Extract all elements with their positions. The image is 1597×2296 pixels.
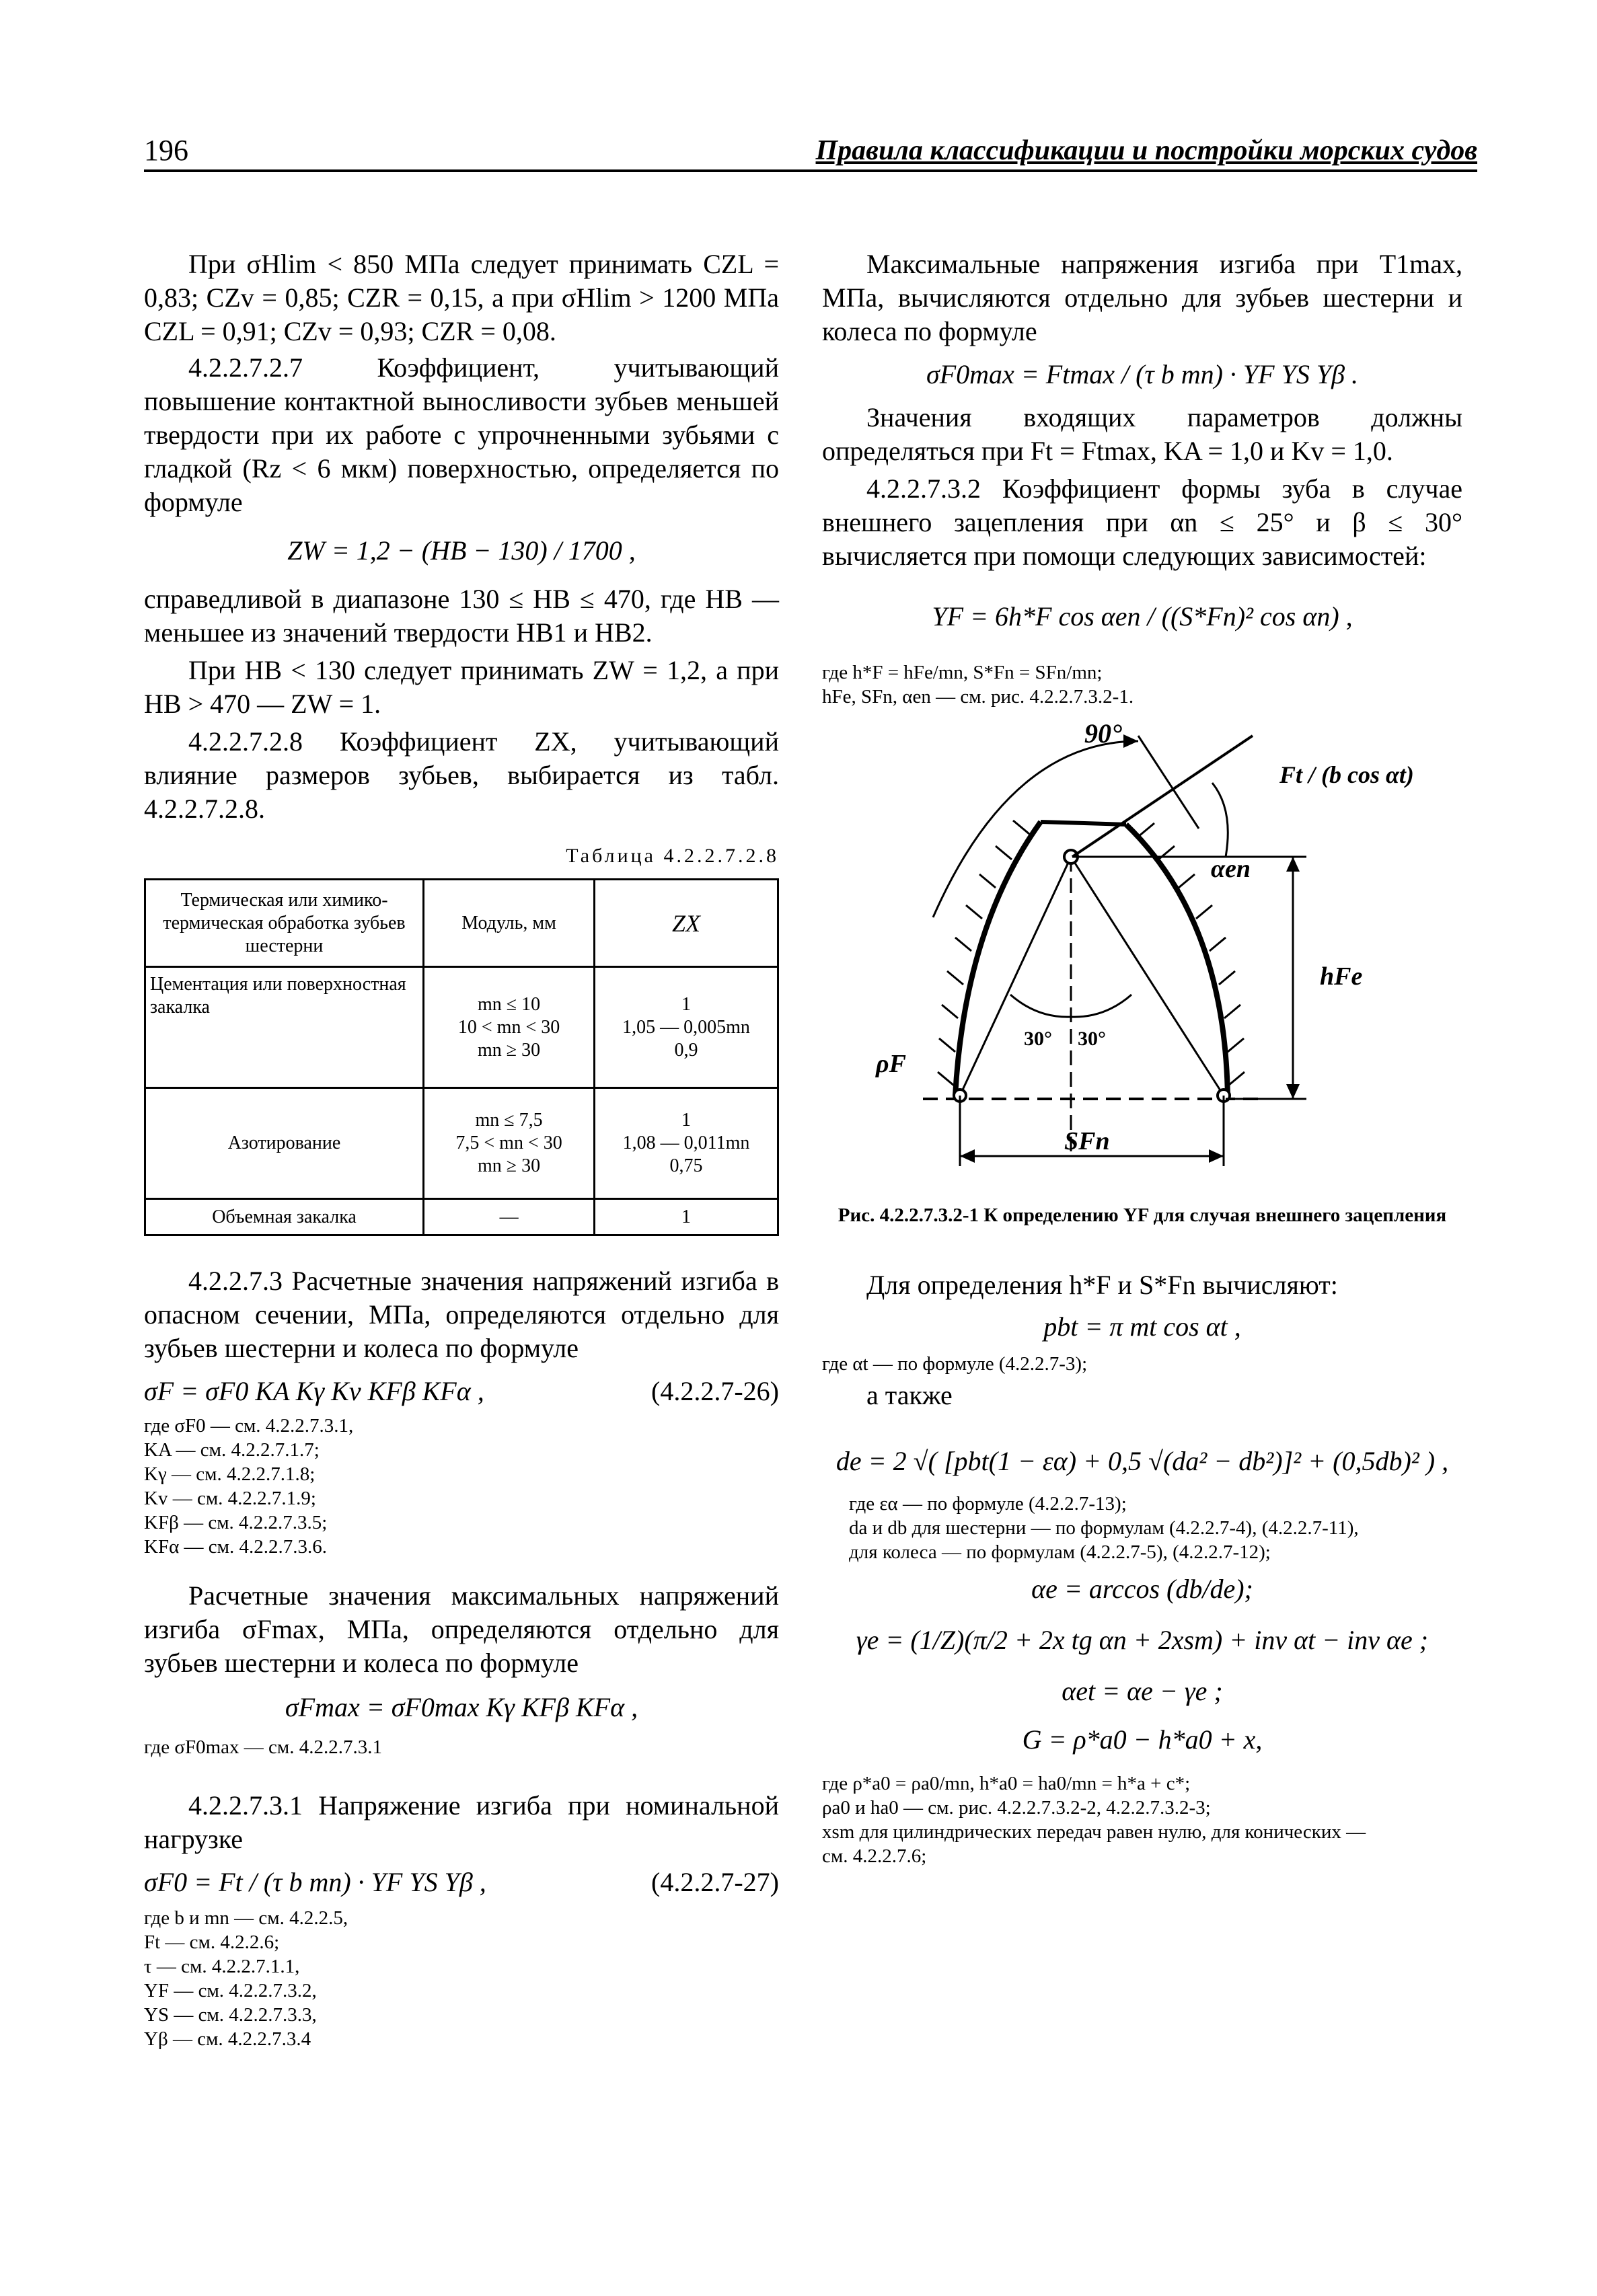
formula-de: de = 2 √( [pbt(1 − εα) + 0,5 √(da² − db²)]² + (0,5db)² ) , [835,1446,1449,1476]
page-number: 196 [144,134,188,167]
running-title: Правила классификации и постройки морских судов [815,135,1477,166]
table-header: Модуль, мм [424,880,595,967]
angle-arc-30-left [1010,995,1071,1017]
label-alpha-en: αen [1211,855,1251,883]
label-90: 90° [1084,722,1122,749]
angle-arc-30-right [1071,995,1131,1017]
coefficient-table [144,878,779,1236]
tooth-tip [1041,822,1126,825]
formula-row-26 [144,1375,779,1408]
label-30-left: 30° [1024,1028,1052,1050]
table-cell: mn ≤ 7,5 7,5 < mn < 30 mn ≥ 30 [424,1088,595,1199]
formula-g: G = ρ*a0 − h*a0 + x, [1022,1724,1263,1755]
arrow-head [1286,857,1300,872]
paragraph-max-stress: Расчетные значения максимальных напряжений изгиба σFmax, МПа, определяются отдельно для зубьев шестерни и колеса по формуле [144,1580,779,1678]
paragraph-max-stress-t1: Максимальные напряжения изгиба при T1max, МПа, вычисляются отдельно для зубьев шестерни и колеса по формуле [822,249,1462,346]
table-header: Термическая или химико-термическая обработка зубьев шестерни [145,880,424,967]
label-30-right: 30° [1078,1028,1106,1050]
tangent-line-left [960,857,1071,1096]
header-rule [144,169,1477,172]
table-cell: Цементация или поверхностная закалка [145,967,424,1088]
formula-zw: ZW = 1,2 − (HB − 130) / 1700 , [287,535,636,566]
table-row [145,1088,778,1199]
table-cell: mn ≤ 10 10 < mn < 30 mn ≥ 30 [424,967,595,1088]
label-rho: ρF [876,1050,906,1078]
paragraph-4-2-2-7-3: 4.2.2.7.3 Расчетные значения напряжений изгиба в опасном сечении, МПа, определяются отдельно для зубьев шестерни и колеса по формуле [144,1266,779,1363]
paragraph-4-2-2-7-3-1: 4.2.2.7.3.1 Напряжение изгиба при номинальной нагрузке [144,1790,779,1854]
force-line [1072,736,1253,857]
label-force: Ft / (b cos αt) [1279,761,1414,788]
where-list: где εα — по формуле (4.2.2.7-13); da и db для шестерни — по формулам (4.2.2.7-4), (4.2.2.7-11), для колеса — по формулам (4.2.2.7-5), (4.2.2.7-12); [849,1493,1359,1563]
right-column [822,247,1462,1868]
arrow-head [960,1149,975,1163]
formula-sigma-f: σF = σF0 KA Kγ Kv KFβ KFα , [144,1376,484,1406]
table-row [145,1199,778,1235]
table-cell: Объемная закалка [145,1199,424,1235]
where-list: где h*F = hFe/mn, S*Fn = SFn/mn; hFe, SFn, αen — см. рис. 4.2.2.7.3.2-1. [822,662,1134,707]
where-list: где σF0 — см. 4.2.2.7.3.1, KA — см. 4.2.2.7.1.7; Kγ — см. 4.2.2.7.1.8; Kv — см. 4.2.2.7.1.9; KFβ — см. 4.2.2.7.3.5; KFα — см. 4.2.2.7.3.6. [144,1415,354,1558]
table-header: ZX [595,880,778,967]
arrow-head [1123,734,1138,748]
formula-gamma-e: γe = (1/Z)(π/2 + 2x tg αn + 2xsm) + inv αt − inv αe ; [856,1625,1429,1655]
table-cell: 1 1,08 — 0,011mn 0,75 [595,1088,778,1199]
table-label: Таблица 4.2.2.7.2.8 [566,845,779,867]
paragraph-parameters: Значения входящих параметров должны определяться при Ft = Ftmax, KA = 1,0 и Kv = 1,0. [822,402,1462,466]
tangent-line-right [1071,857,1224,1096]
formula-alpha-et: αet = αe − γe ; [1062,1676,1223,1706]
label-hfe: hFe [1320,962,1363,991]
paragraph-4-2-2-7-3-2: 4.2.2.7.3.2 Коэффициент формы зуба в случае внешнего зацепления при αn ≤ 25° и β ≤ 30° вычисляется при помощи следующих зависимостей: [822,473,1462,571]
tooth-diagram [822,722,1462,1193]
table-cell: Азотирование [145,1088,424,1199]
left-column [144,247,779,2051]
equation-number: (4.2.2.7-27) [651,1867,779,1897]
arrow-head [1286,1084,1300,1099]
where-list: где b и mn — см. 4.2.2.5, Ft — см. 4.2.2.6; τ — см. 4.2.2.7.1.1, YF — см. 4.2.2.7.3.2, YS — см. 4.2.2.7.3.3, Yβ — см. 4.2.2.7.3.4 [144,1907,348,2050]
paragraph-hb: При HB < 130 следует принимать ZW = 1,2, а при HB > 470 — ZW = 1. [144,655,779,719]
table-cell: 1 [595,1199,778,1235]
paragraph-conditions: При σHlim < 850 МПа следует принимать CZL = 0,83; CZv = 0,85; CZR = 0,15, а при σHlim > 1200 МПа CZL = 0,91; CZv = 0,93; CZR = 0,08. [144,249,779,346]
formula-pbt: pbt = π mt cos αt , [1043,1311,1241,1342]
table-cell: 1 1,05 — 0,005mn 0,9 [595,967,778,1088]
table-cell: — [424,1199,595,1235]
formula-sigma-f0: σF0 = Ft / (τ b mn) · YF YS Yβ , [144,1867,486,1897]
label-sfn: SFn [1064,1127,1110,1155]
formula-yf: YF = 6h*F cos αen / ((S*Fn)² cos αn) , [932,601,1353,632]
paragraph-compute: Для определения h*F и S*Fn вычисляют: [866,1270,1338,1300]
paragraph-4-2-2-7-2-7: 4.2.2.7.2.7 Коэффициент, учитывающий повышение контактной выносливости зубьев меньшей твердости при их работе с упрочненными зубьями с гладкой (Rz < 6 мкм) поверхностью, определяется по формуле [144,352,779,517]
perpendicular-line [1138,736,1199,829]
paragraph-also: а также [866,1380,953,1410]
where-list: где σF0max — см. 4.2.2.7.3.1 [144,1736,382,1758]
formula-sigma-fmax: σFmax = σF0max Kγ KFβ KFα , [285,1692,638,1722]
angle-arc-alpha [1212,783,1228,857]
figure-caption: Рис. 4.2.2.7.3.2-1 К определению YF для случая внешнего зацепления [838,1204,1447,1226]
formula-sigma-f0max: σF0max = Ftmax / (τ b mn) · YF YS Yβ . [926,359,1359,389]
where-list: где αt — по формуле (4.2.2.7-3); [822,1353,1088,1375]
table-row [145,967,778,1088]
equation-number: (4.2.2.7-26) [651,1376,779,1406]
formula-alpha-e: αe = arccos (db/de); [1031,1574,1253,1604]
where-list: где ρ*a0 = ρa0/mn, h*a0 = ha0/mn = h*a + c*; ρa0 и ha0 — см. рис. 4.2.2.7.3.2-2, 4.2.2.7.3.2-3; xsm для цилиндрических передач равен нулю, для конических — см. 4.2.2.7.6; [822,1773,1366,1867]
arrow-head [1209,1149,1224,1163]
formula-row-27 [144,1866,779,1899]
tooth-left-flank [955,822,1041,1096]
paragraph-range: справедливой в диапазоне 130 ≤ HB ≤ 470, где HB — меньшее из значений твердости HB1 и HB2. [144,584,779,648]
paragraph-4-2-2-7-2-8: 4.2.2.7.2.8 Коэффициент ZX, учитывающий влияние размеров зубьев, выбирается из табл. 4.2.2.7.2.8. [144,726,779,824]
